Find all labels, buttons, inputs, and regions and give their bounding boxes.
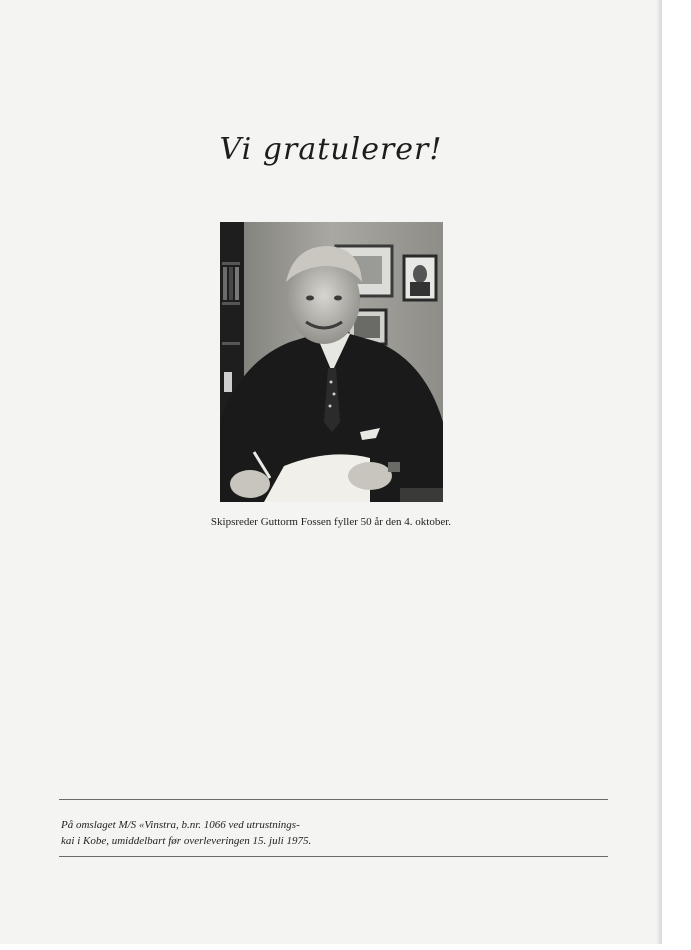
portrait-photo-icon [220,222,443,502]
page-headline: Vi gratulerer! [219,132,443,167]
scan-margin [662,0,691,950]
cover-note [61,817,601,849]
cover-note-line-1: På omslaget M/S «Vinstra, b.nr. 1066 ved utrustnings- [61,819,300,831]
cover-note-line-2: kai i Kobe, umiddelbart før overleveringen 15. juli 1975. [61,835,312,847]
portrait-photo [220,222,443,502]
divider-top [59,799,608,800]
divider-bottom [59,856,608,857]
photo-caption: Skipsreder Guttorm Fossen fyller 50 år den 4. oktober. [210,516,452,528]
